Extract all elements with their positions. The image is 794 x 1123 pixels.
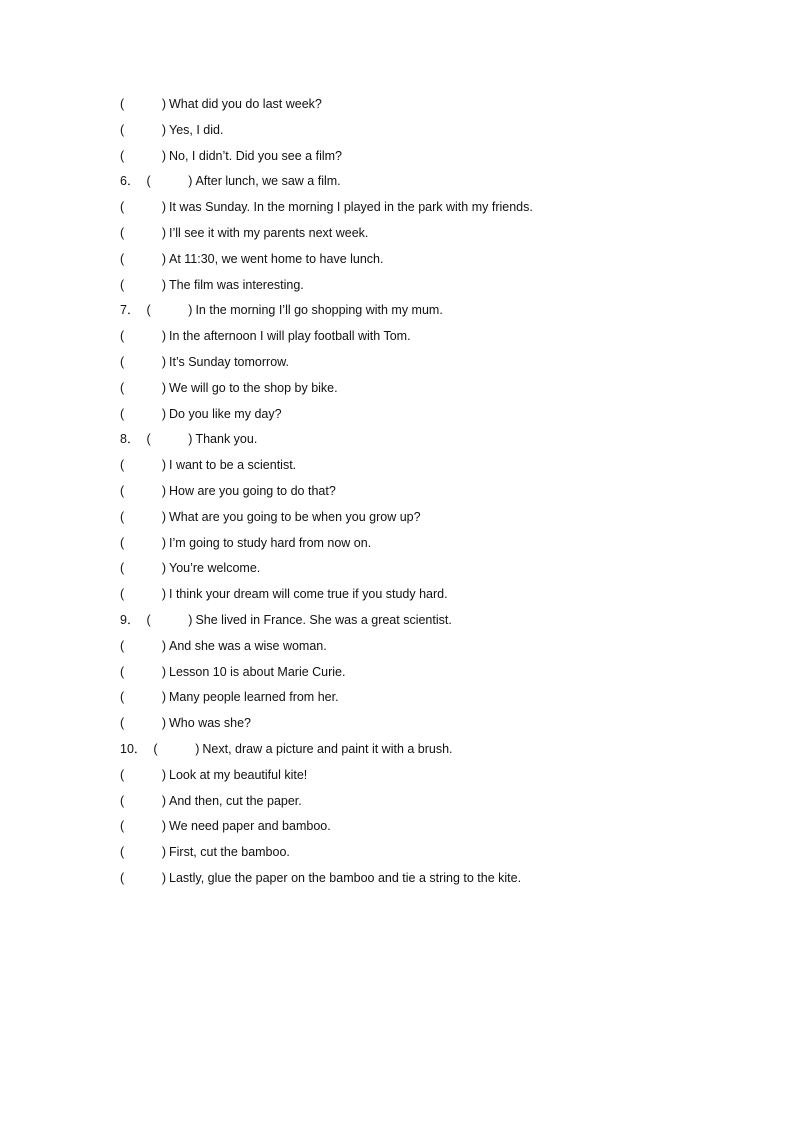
sentence-text: First, cut the bamboo. [169,845,290,860]
sentence-text: In the afternoon I will play football with Tom. [169,329,411,344]
sentence-text: I’ll see it with my parents next week. [169,225,369,240]
sentence-text: I want to be a scientist. [169,458,297,473]
sentence-text: Lastly, glue the paper on the bamboo and tie a string to the kite. [169,870,522,885]
question-number: 10． [120,741,147,756]
sentence-text: Lesson 10 is about Marie Curie. [169,664,346,679]
exercise-line: ( ) The film was interesting. [120,275,760,301]
exercise-line: ( ) No, I didn’t. Did you see a film? [120,146,760,172]
sentence-text: And she was a wise woman. [169,638,327,653]
sentence-text: We need paper and bamboo. [169,819,331,834]
exercise-line: ( ) I want to be a scientist. [120,455,760,481]
exercise-line: ( ) It was Sunday. In the morning I played in the park with my friends. [120,197,760,223]
exercise-line: ( ) It’s Sunday tomorrow. [120,352,760,378]
exercise-line: ( ) Who was she? [120,713,760,739]
sentence-text: We will go to the shop by bike. [169,380,338,395]
sentence-text: Many people learned from her. [169,690,339,705]
exercise-line: ( ) Do you like my day? [120,404,760,430]
sentence-text: At 11:30, we went home to have lunch. [169,251,384,266]
exercise-line: ( ) You’re welcome. [120,558,760,584]
sentence-text: And then, cut the paper. [169,793,302,808]
sentence-text: In the morning I’ll go shopping with my mum. [195,303,443,318]
sentence-text: After lunch, we saw a film. [195,174,341,189]
sentence-text: Who was she? [169,716,251,731]
exercise-line: ( ) Look at my beautiful kite! [120,765,760,791]
sentence-text: Yes, I did. [169,122,224,137]
sentence-text: I’m going to study hard from now on. [169,535,372,550]
exercise-line: ( ) Yes, I did. [120,120,760,146]
sentence-text: It was Sunday. In the morning I played in the park with my friends. [169,200,533,215]
exercise-line: ( ) How are you going to do that? [120,481,760,507]
sentence-text: No, I didn’t. Did you see a film? [169,148,342,163]
question-number: 9． [120,612,140,627]
exercise-line: 10． ( ) Next, draw a picture and paint it with a brush. [120,739,760,765]
sentence-text: I think your dream will come true if you study hard. [169,587,448,602]
exercise-line: ( ) And she was a wise woman. [120,636,760,662]
exercise-line: ( ) Lastly, glue the paper on the bamboo and tie a string to the kite. [120,868,760,894]
exercise-line: ( ) And then, cut the paper. [120,791,760,817]
exercise-line: 9． ( ) She lived in France. She was a great scientist. [120,610,760,636]
sentence-text: You’re welcome. [169,561,261,576]
exercise-line: ( ) Lesson 10 is about Marie Curie. [120,662,760,688]
exercise-line: ( ) What did you do last week? [120,94,760,120]
exercise-line: ( ) At 11:30, we went home to have lunch. [120,249,760,275]
exercise-line: ( ) In the afternoon I will play football with Tom. [120,326,760,352]
question-number: 7． [120,303,140,318]
question-number: 8． [120,432,140,447]
exercise-line: ( ) What are you going to be when you grow up? [120,507,760,533]
sentence-text: Do you like my day? [169,406,282,421]
exercise-list [120,94,760,894]
question-number: 6． [120,174,140,189]
exercise-line: 7． ( ) In the morning I’ll go shopping with my mum. [120,300,760,326]
exercise-line: ( ) Many people learned from her. [120,687,760,713]
sentence-text: It’s Sunday tomorrow. [169,354,289,369]
sentence-text: Next, draw a picture and paint it with a brush. [202,741,453,756]
sentence-text: Look at my beautiful kite! [169,767,308,782]
exercise-line: ( ) I’ll see it with my parents next week. [120,223,760,249]
exercise-line: ( ) I think your dream will come true if you study hard. [120,584,760,610]
sentence-text: What are you going to be when you grow up? [169,509,421,524]
exercise-line: ( ) We will go to the shop by bike. [120,378,760,404]
exercise-line: 6． ( ) After lunch, we saw a film. [120,171,760,197]
exercise-line: ( ) First, cut the bamboo. [120,842,760,868]
sentence-text: The film was interesting. [169,277,304,292]
exercise-line: ( ) We need paper and bamboo. [120,816,760,842]
exercise-line: ( ) I’m going to study hard from now on. [120,533,760,559]
sentence-text: Thank you. [195,432,258,447]
exercise-line: 8． ( ) Thank you. [120,429,760,455]
sentence-text: How are you going to do that? [169,483,336,498]
sentence-text: She lived in France. She was a great scientist. [195,612,452,627]
sentence-text: What did you do last week? [169,97,322,111]
